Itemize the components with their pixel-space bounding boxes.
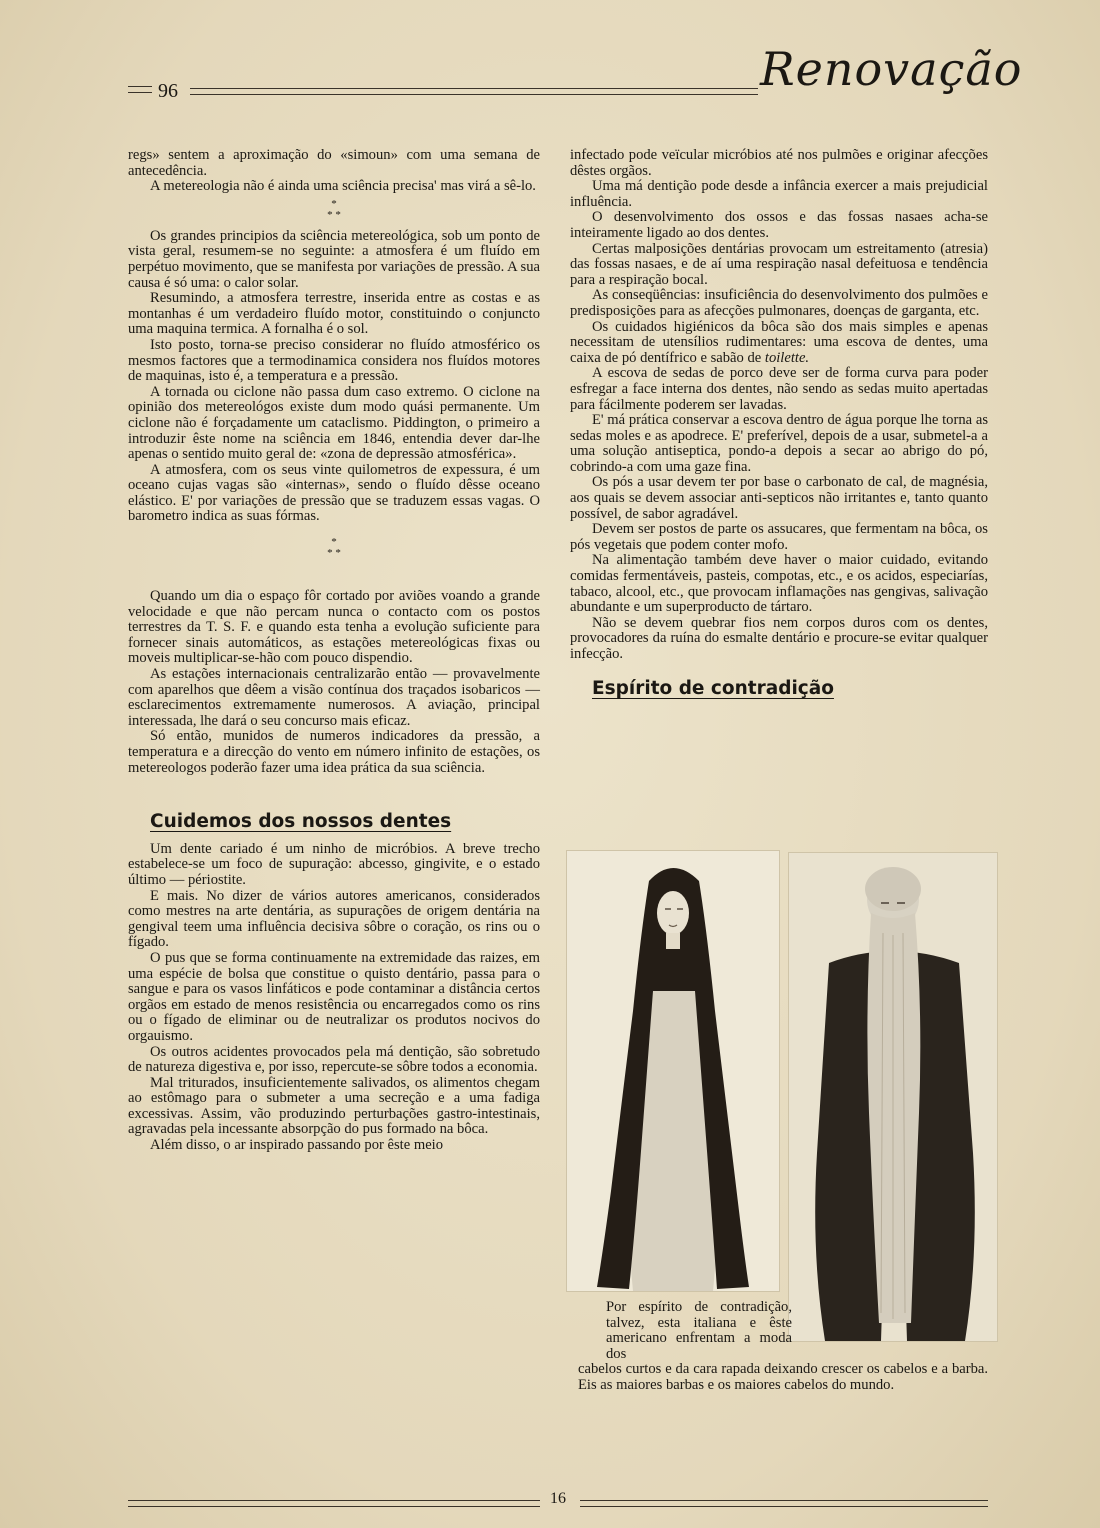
footer-rule-right-2 (580, 1506, 988, 1507)
footer-rule-left-2 (128, 1506, 540, 1507)
paragraph: E mais. No dizer de vários autores americanos, considerados como mestres na arte dentária, as supurações de origem dentária na gengival teem uma influência decisiva sôbre o coração, os rins ou o fígado. (128, 887, 540, 951)
paragraph: Além disso, o ar inspirado passando por êste meio (150, 1137, 444, 1154)
paragraph: A metereologia não é ainda uma sciência precisa' mas virá a sê-lo. (150, 178, 536, 195)
paragraph: Os outros acidentes provocados pela má dentição, são sobretudo de natureza digestiva e, por isso, repercute-se sôbre todos a economia. (128, 1043, 540, 1076)
header-rule-left (128, 86, 152, 87)
paragraph: Devem ser postos de parte os assucares, que fermentam na bôca, os pós vegetais que podem conter mofo. (570, 521, 988, 553)
paragraph: infectado pode veïcular micróbios até nos pulmões e originar afecções dêstes orgãos. (570, 147, 988, 179)
section-heading: Espírito de contradição (592, 677, 834, 699)
paragraph: Certas malposições dentárias provocam um estreitamento (atresia) das fossas nasaes, e de aí uma respiração nasal defeituosa e tendência para a respiração bocal. (570, 240, 988, 288)
header-page-number: 96 (158, 80, 178, 102)
paragraph: Um dente cariado é um ninho de micróbios. A breve trecho estabelece-se um foco de supuração: abcesso, gingivite, e o estado último — périostite. (128, 840, 540, 888)
paragraph: Mal triturados, insuficientemente salivados, os alimentos chegam ao estômago para o submeter a uma secreção e a uma fadiga excessivas. Assim, vão produzindo perturbações gastro-intestinais, agravadas pela incessante absorpção do pus formado na bôca. (128, 1074, 540, 1138)
header-rule (190, 88, 758, 89)
paragraph: O desenvolvimento dos ossos e das fossas nasaes acha-se inteiramente ligado ao dos dentes. (570, 209, 988, 241)
paragraph: As conseqüências: insuficiência do desenvolvimento dos pulmões e predisposições para as afecções pulmonares, doenças de garganta, etc. (570, 287, 988, 319)
paragraph: O pus que se forma continuamente na extremidade das raizes, em uma espécie de bolsa que constitue o quisto dentário, passa para o sangue e para os vasos linfáticos e pode contaminar a distância certos orgãos em estado de menos resistência ou encarregados como os rins ou o fígado de eliminar ou de neutralizar os produtos nocivos do orgauismo. (128, 949, 540, 1044)
paragraph: Os grandes principios da sciência metereológica, sob um ponto de vista geral, resumem-se no seguinte: a atmosfera é um fluído em perpétuo movimento, que se manifesta por variações de pressão. A sua causa é só uma: o calor solar. (128, 227, 540, 291)
section-separator: * * * (327, 536, 341, 560)
paragraph: A tornada ou ciclone não passa dum caso extremo. O ciclone na opinião dos metereológos existe dum modo quási permanente. Um ciclone não é forçadamente um cataclismo. Piddington, o primeiro a introduzir êste nome na sciência em 1846, entendia dever dar-lhe apenas o sentido muito geral de: «zona de depressão atmosférica». (128, 383, 540, 463)
woman-illustration (567, 851, 779, 1291)
footer-rule-right (580, 1500, 988, 1501)
man-illustration (789, 853, 997, 1341)
paragraph: Os cuidados higiénicos da bôca são dos mais simples e apenas necessitam de utensílios rudimentares: uma escova de dentes, uma caixa de pó dentífrico e sabão de toilette. (570, 318, 988, 366)
caption-part-1: Por espírito de contradição, talvez, esta italiana e êste americano enfrentam a moda dos (606, 1299, 792, 1362)
paragraph: Isto posto, torna-se preciso considerar no fluído atmosférico os mesmos factores que a termodinamica considera nos fluídos motores de maquinas, isto é, a temperatura e a pressão. (128, 336, 540, 385)
paragraph: A escova de sedas de porco deve ser de forma curva para poder esfregar a face interna dos dentes, não sendo as sedas muito apertadas para fácilmente poderem ser lavadas. (570, 365, 988, 413)
paragraph: Não se devem quebrar fios nem corpos duros com os dentes, provocadores da ruína do esmalte dentário e procure-se evitar qualquer infecção. (570, 614, 988, 662)
paragraph: A atmosfera, com os seus vinte quilometros de expessura, é um oceano cujas vagas são «internas», sendo o fluído dêsse oceano elástico. E' por variações de pressão que se traduzem essas vagas. O barometro indica as suas fórmas. (128, 461, 540, 525)
paragraph: Uma má dentição pode desde a infância exercer a mais prejudicial influência. (570, 178, 988, 210)
paragraph: Na alimentação também deve haver o maior cuidado, evitando comidas fermentáveis, pasteis, compotas, etc., e os acidos, especiarías, tabaco, alcool, etc., que provocam inflamações nas gengivas, salivação abundante e um superproducto de tártaro. (570, 552, 988, 616)
paragraph: Resumindo, a atmosfera terrestre, inserida entre as costas e as montanhas é um verdadeiro fluído motor, constituindo o conjuncto uma maquina termica. A fornalha é o sol. (128, 290, 540, 338)
footer-rule-left (128, 1500, 540, 1501)
paragraph: As estações internacionais centralizarão então — provavelmente com aparelhos que dêem a visão contínua dos traçados isobaricos — esclarecimentos extremamente numerosos. A aviação, principal interessada, lhe dará o seu concurso mais eficaz. (128, 666, 540, 729)
masthead-logo: Renovação (760, 42, 1023, 96)
left-column (128, 148, 540, 1154)
section-separator: * * * (327, 197, 341, 221)
paragraph: Só então, munidos de numeros indicadores da pressão, a temperatura e a direcção do vento em número infinito de estações, os metereologos poderão fazer uma idea prática da sua sciência. (128, 728, 540, 776)
photo-bearded-man (788, 852, 998, 1342)
photo-caption (578, 1300, 988, 1394)
paragraph: Os pós a usar devem ter por base o carbonato de cal, de magnésia, aos quais se devem associar anti-septicos não irritantes e, tanto quanto possível, de sabor agradável. (570, 474, 988, 522)
caption-part-2: cabelos curtos e da cara rapada deixando crescer os cabelos e a barba. Eis as maiores barbas e os maiores cabelos do mundo. (578, 1361, 988, 1393)
header-rule-2 (190, 94, 758, 95)
photo-long-haired-woman (566, 850, 780, 1292)
footer-page-number: 16 (550, 1490, 566, 1507)
paragraph: regs» sentem a aproximação do «simoun» com uma semana de antecedência. (128, 147, 540, 179)
section-heading: Cuidemos dos nossos dentes (150, 811, 452, 833)
header-rule-left-2 (128, 92, 152, 93)
right-column (570, 147, 988, 699)
paragraph: E' má prática conservar a escova dentro de água porque lhe torna as sedas moles e as apodrece. E' preferível, depois de a usar, submetel-a a uma solução antiseptica, pondo-a depois a secar ao abrigo do pó, cobrindo-a com uma gaze fina. (570, 412, 988, 475)
paragraph: Quando um dia o espaço fôr cortado por aviões voando a grande velocidade e que não percam nunca o contacto com os postos terrestres da T. S. F. e quando esta tenha a evolução suficiente para fornecer sinais automáticos, as estações metereológicas fixas ou moveis multiplicar-se-hão com pouco dispendio. (128, 588, 540, 667)
italic-word: toilette. (764, 349, 810, 366)
